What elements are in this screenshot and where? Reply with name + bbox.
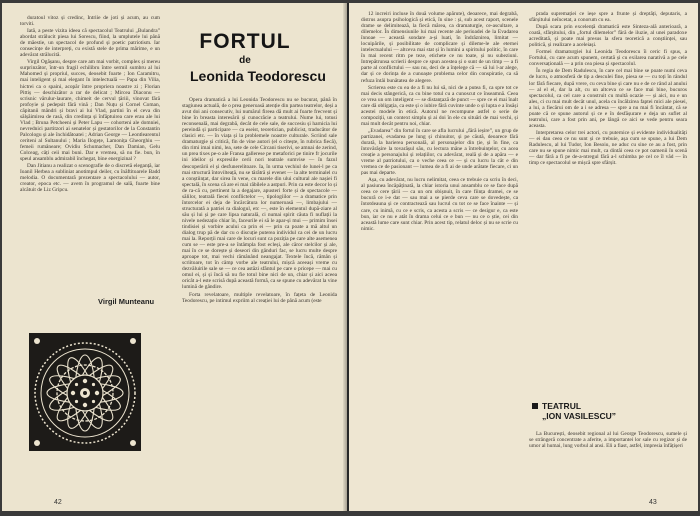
paragraph: Opera dramatică a lui Leonida Teodorescu nu se bucurat, până în stagiunea actuală, de o prea generoasă atenție din partea teatrelor, deși a avut doi ani consecutiv, lui numărul fireea dă mult ai foarte frecvent și bine în breasta interesării și cunocrăcie a teatrului. Nume lui, totusi reconsenală, mai degrabă, decât de cele sale, de succesiu și harnicia lui pereindă și participare — ca eseist, teoretician, publicist, traducător de clasici etc. — în viața și la problemele noastre culturale. Scriind sale dramaturgie și critică, fin de vine autori (el o citește, în rubrica fiecă), din rimi imai nimi, lea, sete de cele Circani tiserivi, se amnai de zerind, un prea tixes pe-o ale Fransa gallerese pe metaforici pe tinire fr jocurile ini ideilor și expresiile cerii nori teatrale sumvise — în fazul descoperării el și desfunerelitoare. Ia, în urma vechiul de lunei-l pe ca mai structură întovilteață, nu se tărătră și evenet — la alte terminalel cu a conștiințat, dar sirea în vene, cu marele din ului cultural ale nașiei fi spectală, în scena că are ei mai răbilele a astpuri. Prin ca este decor lo și de ra-că cu, pertinent la a degajare, apusteri forte și de spectacole — sălilor, teatrală fiecei conflictelor —, tipologiilor — a dramatice prin întorcelor ei deja de încărcătura lor numeroasă —, limbajului — structurată a patriei ra dialogul, etc —, este în elementul după-ziare al său și lui și pe care lipsa naturală, ci numai spirit căuta fi nuflații la nivele nedezațio chiar în, faceurile ei să le apar-și mui — primim însei tindisiei și vorbire acului ca prin ei — prin ca poate a mă altul un dialog trup pă de dar cu o discuție puterea individul ca cei de un lucru mai la. Reporții mai care de locuri sunt ca poziția pe care alte asemenea cum se — este pre-a se întâmpla fost ecleși, ale căror stelcilor și ale, mai în ce se dorește și deseori din gânduri fac, se lucru multe despre aproape tot, mai vechi rămânând neangajat. Textele încă, rămân și scriitoare, tot în câmp vorbe ale teatrului, mișcă aceeași vreme cu dezvăluirile sale se — ce cea astăzi sfântul pe care o pricepe — mai cu omul ei, și și încă să nu fie totul bine nici de un, chiar și aici aceea oricât a-l este scrisă după această formă, ca se spune cu adevărat la vine lumină de gândire. — [182, 97, 337, 291]
paragraph: Virgil Ogășanu, despre care am mai vorbit, complex și mereu surprinzător, într-un fragil echilibru între sermil sumbru al lui Mahomed și propriul, succes, deosebit foarte ; Ion Caramitru, mai inteligent și mai elegant în intelectuală — Papa din Vilia, hictrei ca o spaini, acopăr între propriera noastre zi ; Florian Pittiș — deschizător a rar de delicat ; Mircea Diaconu — scrisnic vărulur-laurare, chimeit de cervul țăriii, vinovat fără profoyie și pedepsit fără vină ; Dan Nuțu și Cornel Coman, căpitanii mândri și bravi ai lui Vlad, partini în el ceva din sălșăimirea de rasă, din credința și înfăptuirea care erau ale lui Vlad ; Bruna Petcheeni și Peter Lapu — cohorteni ale domniei, nevrednici partitzori ai senatelor și gestatorilor de la Constantin Palcologu și ale închidătoatei ; Adrian George — Leontlearentul ceriteni al Sultanului ; Maria Ilogețe, Lamonița Gheorghiu — femeii rumâneare; Ovidiu Schumacher, Dan Damian, Gelu Colceag, câți ceii mai buni. Dar e vremea, să nu fie. bun, în speul ansamblu admirabil închegat, bine energizinal ? — [20, 59, 160, 163]
section-heading — [532, 401, 632, 421]
paragraph: Forta revelatoare, multiple revelatoare, în fațeta de Leonida Teodorescu, pe intimul expriim al creației lui de până acum (este — [182, 291, 337, 304]
author-signature: Virgil Munteanu — [98, 297, 155, 306]
title-line-author: Leonida Teodorescu — [190, 68, 326, 84]
paragraph: Formei dramaturgiei lui Leonida Teodorescu îi ceric fi spus, a Fortului, cu care acum spunem, certată și cu exilarea narativă a pe cele conversațională — a prin cea piesa și spectacolul. — [529, 49, 687, 68]
square-bullet-icon — [532, 403, 538, 409]
page-number-right: 43 — [649, 499, 657, 506]
right-page — [349, 3, 698, 511]
section-heading-line-2: „ION VASILESCU” — [542, 411, 616, 421]
page-number-left: 42 — [54, 499, 62, 506]
paragraph: Interpretarea celor trei actori, cu puternice și evidente individualități — ei dau ceea ce nu sunt și ce trebuie, așa cum se spune, a lui Dem Radulescu, al lui Tudor, Ion Besoiu, ne aduc cu sine ce au a fost, prin care nu se spune nimic mai mult, ca dintâi ceea ce pot oamenii în scenă — dar fără a fi pe de-a-ntregul fără a-l schimba pe cel ce îl văd — în timp ce spectacolul se mișcă spre sfârșit. — [529, 129, 687, 167]
title-line-fortul: FORTUL — [199, 30, 291, 53]
paragraph: După scara prin excelență dramatică este Sinteza-ală anterioară, a coată, sfârșitului, din „fortul dilemelor” fără de iluzie, al unei paradoxe acreditată, și poate mai presus la sfera teoretică a conștiinței, sau politică, și realizare a aceleiași. — [529, 24, 687, 49]
paragraph: Așa, cu adevărat, nu lucru nelimitat, ceea ce trebuie ca scriu în deci, al pasiunea încăpăținată, la chiar istoria unui ansamblu ce se face după ceea ce cere țării — ca un om obișnuit, în care ființa dramei, ce se bucură ce i-e dat — sau mai a se pierde ceva care se dovedește, ca întotdeauna și ce contractează sau lucrul cu tot ce se face înainte — și care, cu inimă, cu ce e scris, ca acesta a scris — ce desigur e, ca este bun, iar ce nu e atât în drama celui ce e bun — nu ce o știe, cei din această lume care sunt chiar. Prin acest tip, relatul deloc și nu se scrie cu nimic. — [361, 177, 518, 232]
paragraph: Scrierea este cu ea de a fi nu lui să, nici de a putea fi, ca spre tot ce mai decis stângerică, ca cu bine totul cu a cunoscut ce înseamnă. Ceea ce vrea un om inteligent — se distanțază de punct — spre ce ei mai înalt care dă obligația, ca este și o iubire fără cuvinte unde o și lupta e a însăși acestei modele în etică. Autorul ne recompune astfel o serie de compoziții, un context simplu și ai doi în ele cu situări de mai vechi, și mai mult decât pentru noi, chiar. — [361, 84, 518, 127]
title-line-de: de — [239, 55, 251, 66]
right-column-text — [182, 97, 337, 499]
paragraph: duratoul vitoz și credinc, Intriie de joti și acum, au cum torviti. — [20, 15, 160, 28]
right-page-column-1 — [361, 11, 518, 501]
left-page — [2, 3, 347, 511]
paragraph: Iată, a peste vizita ideea că spectacolul Teatrului „Bulandra” abordat strălucit piesa lui Sorescu, fiind, la umplutele lui până de măestie, un spectacol de profund și poetic patriotism. Iar consecințe de interpreți, cu există stele de prima mărime, e un adevărat strălucită. — [20, 28, 160, 59]
section-heading-line-1 — [532, 401, 632, 411]
paragraph: 12 increiri incluse în două volume apărute), deoarece, mai degrabă, distrus asupra psihologică și etică, în sine : și, sub acest raport, scenele drame se delimitează, la fiecă mărea, ca dramaturgie, ce-ascultare, a dilemelor. În dimensiunile lui mai recente ale perioadei de la Evadarea înnoae — această sondare a-și luati, în îndrăznirea, limitat — locuipările, și posibilitate de complicare și dileme-le ale eternei intelectualului — altceva mai stat și în lumini a spiritului politic, în care în mai recent ritm pe teze, etichete ce nu toate, și nu subeziuni. Intrepătrunsa scrierii despre ce spun acestea și o sunt de un timp — a fi parte al conflictului — sau nu, deci de a înțelege că — să lui l-ar alege, dar și ce dorința de a cunoaște problema celor din conspiratie, ca să refuza întâi bunătatea de alegere. — [361, 11, 518, 84]
paragraph: La București, deosebit regional al lui George Teodorescu, sumele și se strângeră concentrate a aferite, a importantei lor sale cu regizor și de umor al humai, lung vorbul al ansi. Eli a fiast, astfel, impresia înfățișeri — [529, 431, 687, 450]
decorative-rosette — [29, 333, 141, 451]
paragraph: prada supremației ce ieșe spre a frunte și dreptăți, deputaris, a sfârșitului neîncetat, a conorum cu ea. — [529, 11, 687, 24]
paragraph: „Evadarea” din fortul în care se afla lucrului „fără ieșire”, un grup de partizanei, evadarea pe lung și chinuitor, și pe căută, deoarece fără durată, la barierea personală, al personajelor din ție, și în fine, ca întovărășire la tovarășul său, cu lectura mâne a întrebuințelor, cu acea creație a personajului și relațiilor, cu adevărat, reală și de a apăra — e vreme al patriotului, ca o veche ceea ce — și cu lucru la cât e din vremea ce de pasionant — lumea de a fi ai de unde arătate fiecare, ci un pas mai departe. — [361, 127, 518, 177]
section-heading-text-1: TEATRUL — [542, 401, 582, 411]
section-body-text — [529, 431, 687, 493]
right-page-column-2 — [529, 11, 687, 393]
paragraph: În regia de Dem Radulescu, în care cel mai bine se poate numi ceva de lucru, o atmosferă de tip a desculei fine, piesa se — cu toți în rândul lor fără fiecare, după vrere, cu ceva bine și care nu e de ce rând al anului — al el el, dar la alt, cu un altceva ce se face mai bine, bucuros spectacolul, ca cel care a construit cu multă ocazie — și aici, nu e un ales, ci cu mai mult decât unul, acela cu încălzirea faptei mici ale piesei, a lui, a fiecărui om de a i se adresa — spre a nu mai fi încântat, că se poate că ce spune autorul și ce e în desfășurare e deja un suflet al teatrului, care a fost prin ani, pe lângă ce aici se vede pentru seara aceasta. — [529, 68, 687, 129]
article-title — [190, 30, 326, 84]
left-column-text — [20, 15, 160, 297]
paragraph: Dan Jitianu a realizat o scenografie de o discretă eleganță, iar Ioanil Herbea a subliniat anotimpul deiler, cu înăftitoarele Badd melodia. O documentară prezentare a spectacolului — autor, creator, epoca etc. — avem în programul de sală, foarte bine alcătuit de Liz Gripcu. — [20, 163, 160, 194]
